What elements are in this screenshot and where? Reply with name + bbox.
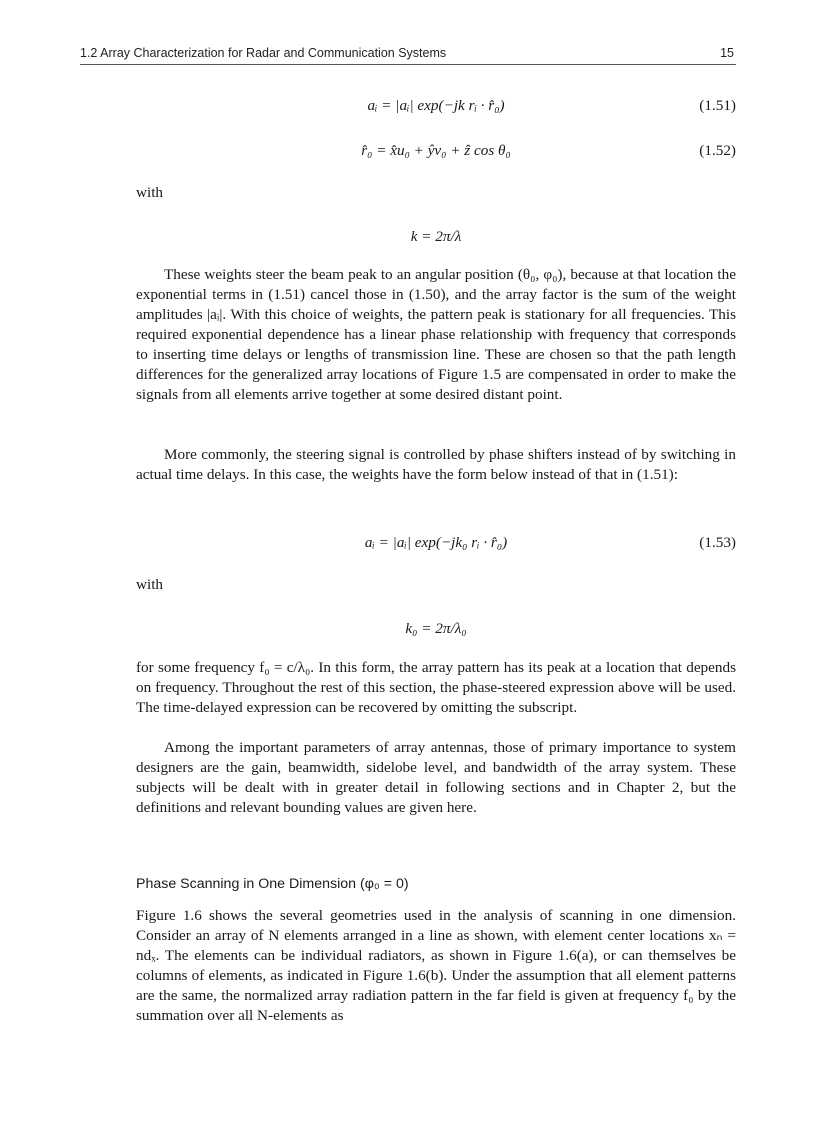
paragraph-5 [136, 906, 736, 1026]
paragraph-1-text: These weights steer the beam peak to an angular position (θ₀, φ₀), because at that location the exponential terms in (1.51) cancel those in (1.50), and the array factor is the sum of the weight amplitudes |aᵢ|. With this choice of weights, the pattern peak is stationary for all frequencies. This required exponential dependence has a linear phase relationship with frequency that corresponds to inserting time delays or lengths of transmission line. These are chosen so that the path length differences for the generalized array locations of Figure 1.5 are compensated in order to make the signals from all elements arrive together at some desired distant point. [136, 266, 736, 403]
running-header-title: 1.2 Array Characterization for Radar and Communication Systems [80, 46, 447, 60]
paragraph-3-text: for some frequency f₀ = c/λ₀. In this form, the array pattern has its peak at a location that depends on frequency. Throughout the rest of this section, the phase-steered expression above will be used. The time-delayed expression can be recovered by omitting the subscript. [136, 659, 736, 716]
equation-1-51-number: (1.51) [699, 97, 736, 114]
equation-k-expression: k = 2π/λ [410, 228, 462, 245]
section-heading: Phase Scanning in One Dimension (φ₀ = 0) [136, 876, 409, 892]
equation-1-53-expression: aᵢ = |aᵢ| exp(−jk₀ rᵢ · r̂₀) [364, 534, 508, 551]
equation-1-53-number: (1.53) [699, 534, 736, 551]
paragraph-5-text: Figure 1.6 shows the several geometries used in the analysis of scanning in one dimension. Consider an array of N elements arranged in a line as shown, with element center locations xₙ = ndₓ. The elements can be individual radiators, as shown in Figure 1.6(a), or can themselves be columns of elements, as indicated in Figure 1.6(b). Under the assumption that all element patterns are the same, the normalized array radiation pattern in the far field is given at frequency f₀ by the summation over all N-elements as [136, 907, 736, 1024]
equation-1-51-expression: aᵢ = |aᵢ| exp(−jk rᵢ · r̂₀) [367, 97, 505, 114]
paragraph-1 [136, 265, 736, 405]
running-header [80, 42, 736, 65]
equation-1-52 [136, 141, 736, 163]
paragraph-2 [136, 445, 736, 485]
equation-1-52-number: (1.52) [699, 142, 736, 159]
paragraph-4-text: Among the important parameters of array antennas, those of primary importance to system designers are the gain, beamwidth, sidelobe level, and bandwidth of the array system. These subjects will be dealt with in greater detail in following sections and in Chapter 2, but the definitions and relevant bounding values are given here. [136, 739, 736, 816]
with-label-1: with [136, 184, 164, 201]
equation-k0 [136, 619, 736, 641]
with-label-2: with [136, 576, 164, 593]
paragraph-3 [136, 658, 736, 718]
equation-1-51 [136, 96, 736, 118]
equation-k [136, 227, 736, 249]
equation-1-53 [136, 533, 736, 555]
paragraph-4 [136, 738, 736, 818]
equation-1-52-expression: r̂₀ = x̂u₀ + ŷv₀ + ẑ cos θ₀ [361, 142, 511, 159]
page-number: 15 [720, 46, 734, 60]
equation-k0-expression: k₀ = 2π/λ₀ [405, 620, 467, 637]
paragraph-2-text: More commonly, the steering signal is controlled by phase shifters instead of by switching in actual time delays. In this case, the weights have the form below instead of that in (1.51): [136, 446, 736, 483]
